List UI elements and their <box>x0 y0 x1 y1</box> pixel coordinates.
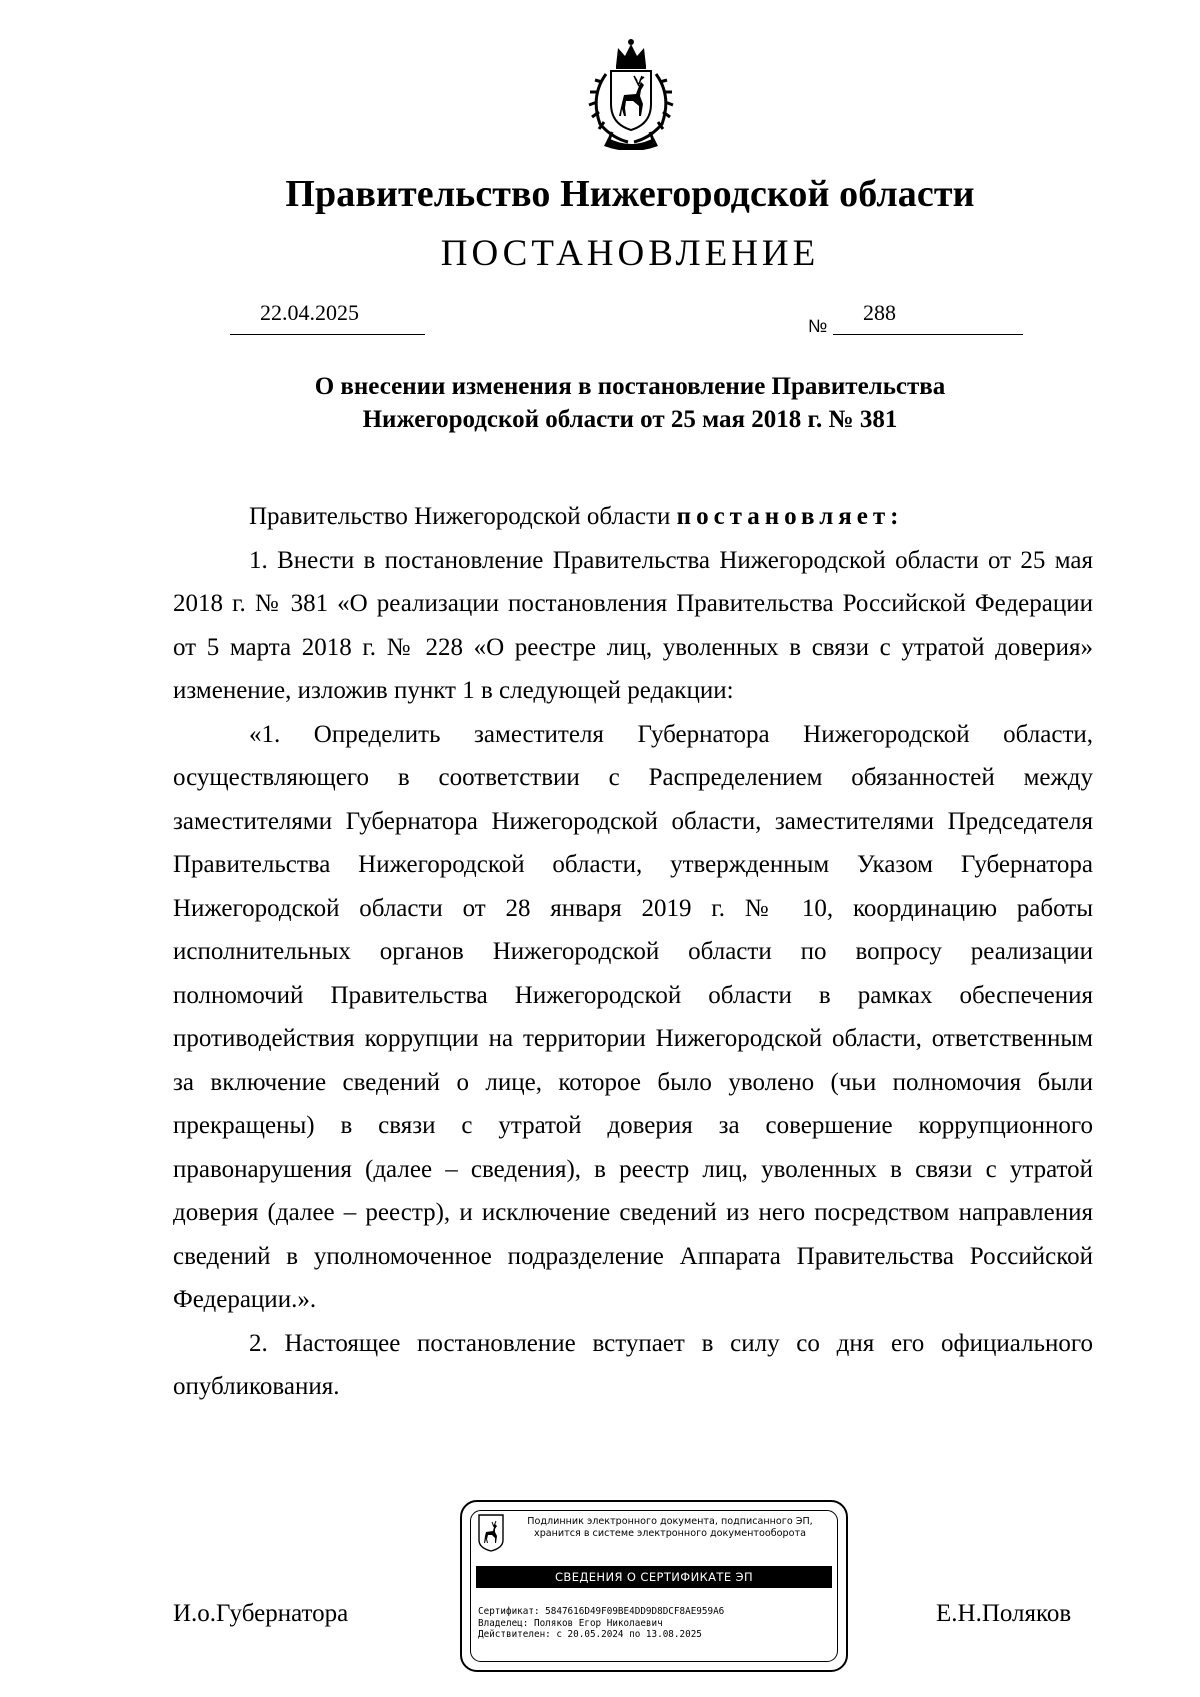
stamp-note-line-1: Подлинник электронного документа, подписанного ЭП, <box>527 1516 813 1527</box>
stamp-note-line-2: хранится в системе электронного документооборота <box>534 1528 806 1539</box>
preamble-text: Правительство Нижегородской области <box>249 503 677 530</box>
document-number-field <box>833 300 1023 335</box>
paragraph-item-1: 1. Внести в постановление Правительства Нижегородской области от 25 мая 2018 г. № 381 «О реализации постановления Правительства Российской Федерации от 5 марта 2018 г. № 228 «О реестре лиц, уволенных в связи с утратой доверия» изменение, изложив пункт 1 в следующей редакции: <box>173 546 1093 704</box>
signatory-role: И.о.Губернатора <box>173 1600 349 1627</box>
subject-line-2: Нижегородской области от 25 мая 2018 г. № 381 <box>362 406 898 433</box>
certificate-serial: Сертификат: 5847616D49F09BE4DD9D8DCF8AE959A6 <box>478 1606 725 1617</box>
deer-emblem-icon <box>478 1514 504 1552</box>
document-date-field <box>230 300 425 335</box>
document-number: 288 <box>863 300 896 325</box>
certificate-info-heading: СВЕДЕНИЯ О СЕРТИФИКАТЕ ЭП <box>476 1566 832 1588</box>
document-subject <box>0 370 1200 436</box>
signatory-name: Е.Н.Поляков <box>936 1600 1072 1627</box>
preamble-verb: постановляет: <box>676 503 904 530</box>
e-signature-stamp <box>460 1500 848 1672</box>
document-date: 22.04.2025 <box>260 300 359 325</box>
document-type: ПОСТАНОВЛЕНИЕ <box>440 233 820 274</box>
subject-line-1: О внесении изменения в постановление Правительства <box>314 373 946 400</box>
preamble <box>173 495 1093 539</box>
certificate-details <box>478 1606 724 1641</box>
paragraph-item-1-new-text: «1. Определить заместителя Губернатора Нижегородской области, осуществляющего в соответствии с Распределением обязанностей между заместителями Губернатора Нижегородской области, заместителями Председателя Правительства Нижегородской области, утвержденным Указом Губернатора Нижегородской области от 28 января 2019 г. № 10, координацию работы исполнительных органов Нижегородской области по вопросу реализации полномочий Правительства Нижегородской области в рамках обеспечения противодействия коррупции на территории Нижегородской области, ответственным за включение сведений о лице, которое было уволено (чьи полномочия были прекращены) в связи с утратой доверия за совершение коррупционного правонарушения (далее – сведения), в реестр лиц, уволенных в связи с утратой доверия (далее – реестр), и исключение сведений из него посредством направления сведений в уполномоченное подразделение Аппарата Правительства Российской Федерации.». <box>173 720 1093 1313</box>
number-sign: № <box>808 316 828 336</box>
stamp-note <box>510 1516 830 1540</box>
authority-title: Правительство Нижегородской области <box>285 173 975 215</box>
certificate-validity: Действителен: с 20.05.2024 по 13.08.2025 <box>478 1629 702 1641</box>
document-body <box>173 495 1093 1409</box>
certificate-owner: Владелец: Поляков Егор Николаевич <box>478 1617 663 1629</box>
coat-of-arms-icon <box>578 38 684 150</box>
paragraph-item-2: 2. Настоящее постановление вступает в силу со дня его официального опубликования. <box>173 1329 1093 1400</box>
